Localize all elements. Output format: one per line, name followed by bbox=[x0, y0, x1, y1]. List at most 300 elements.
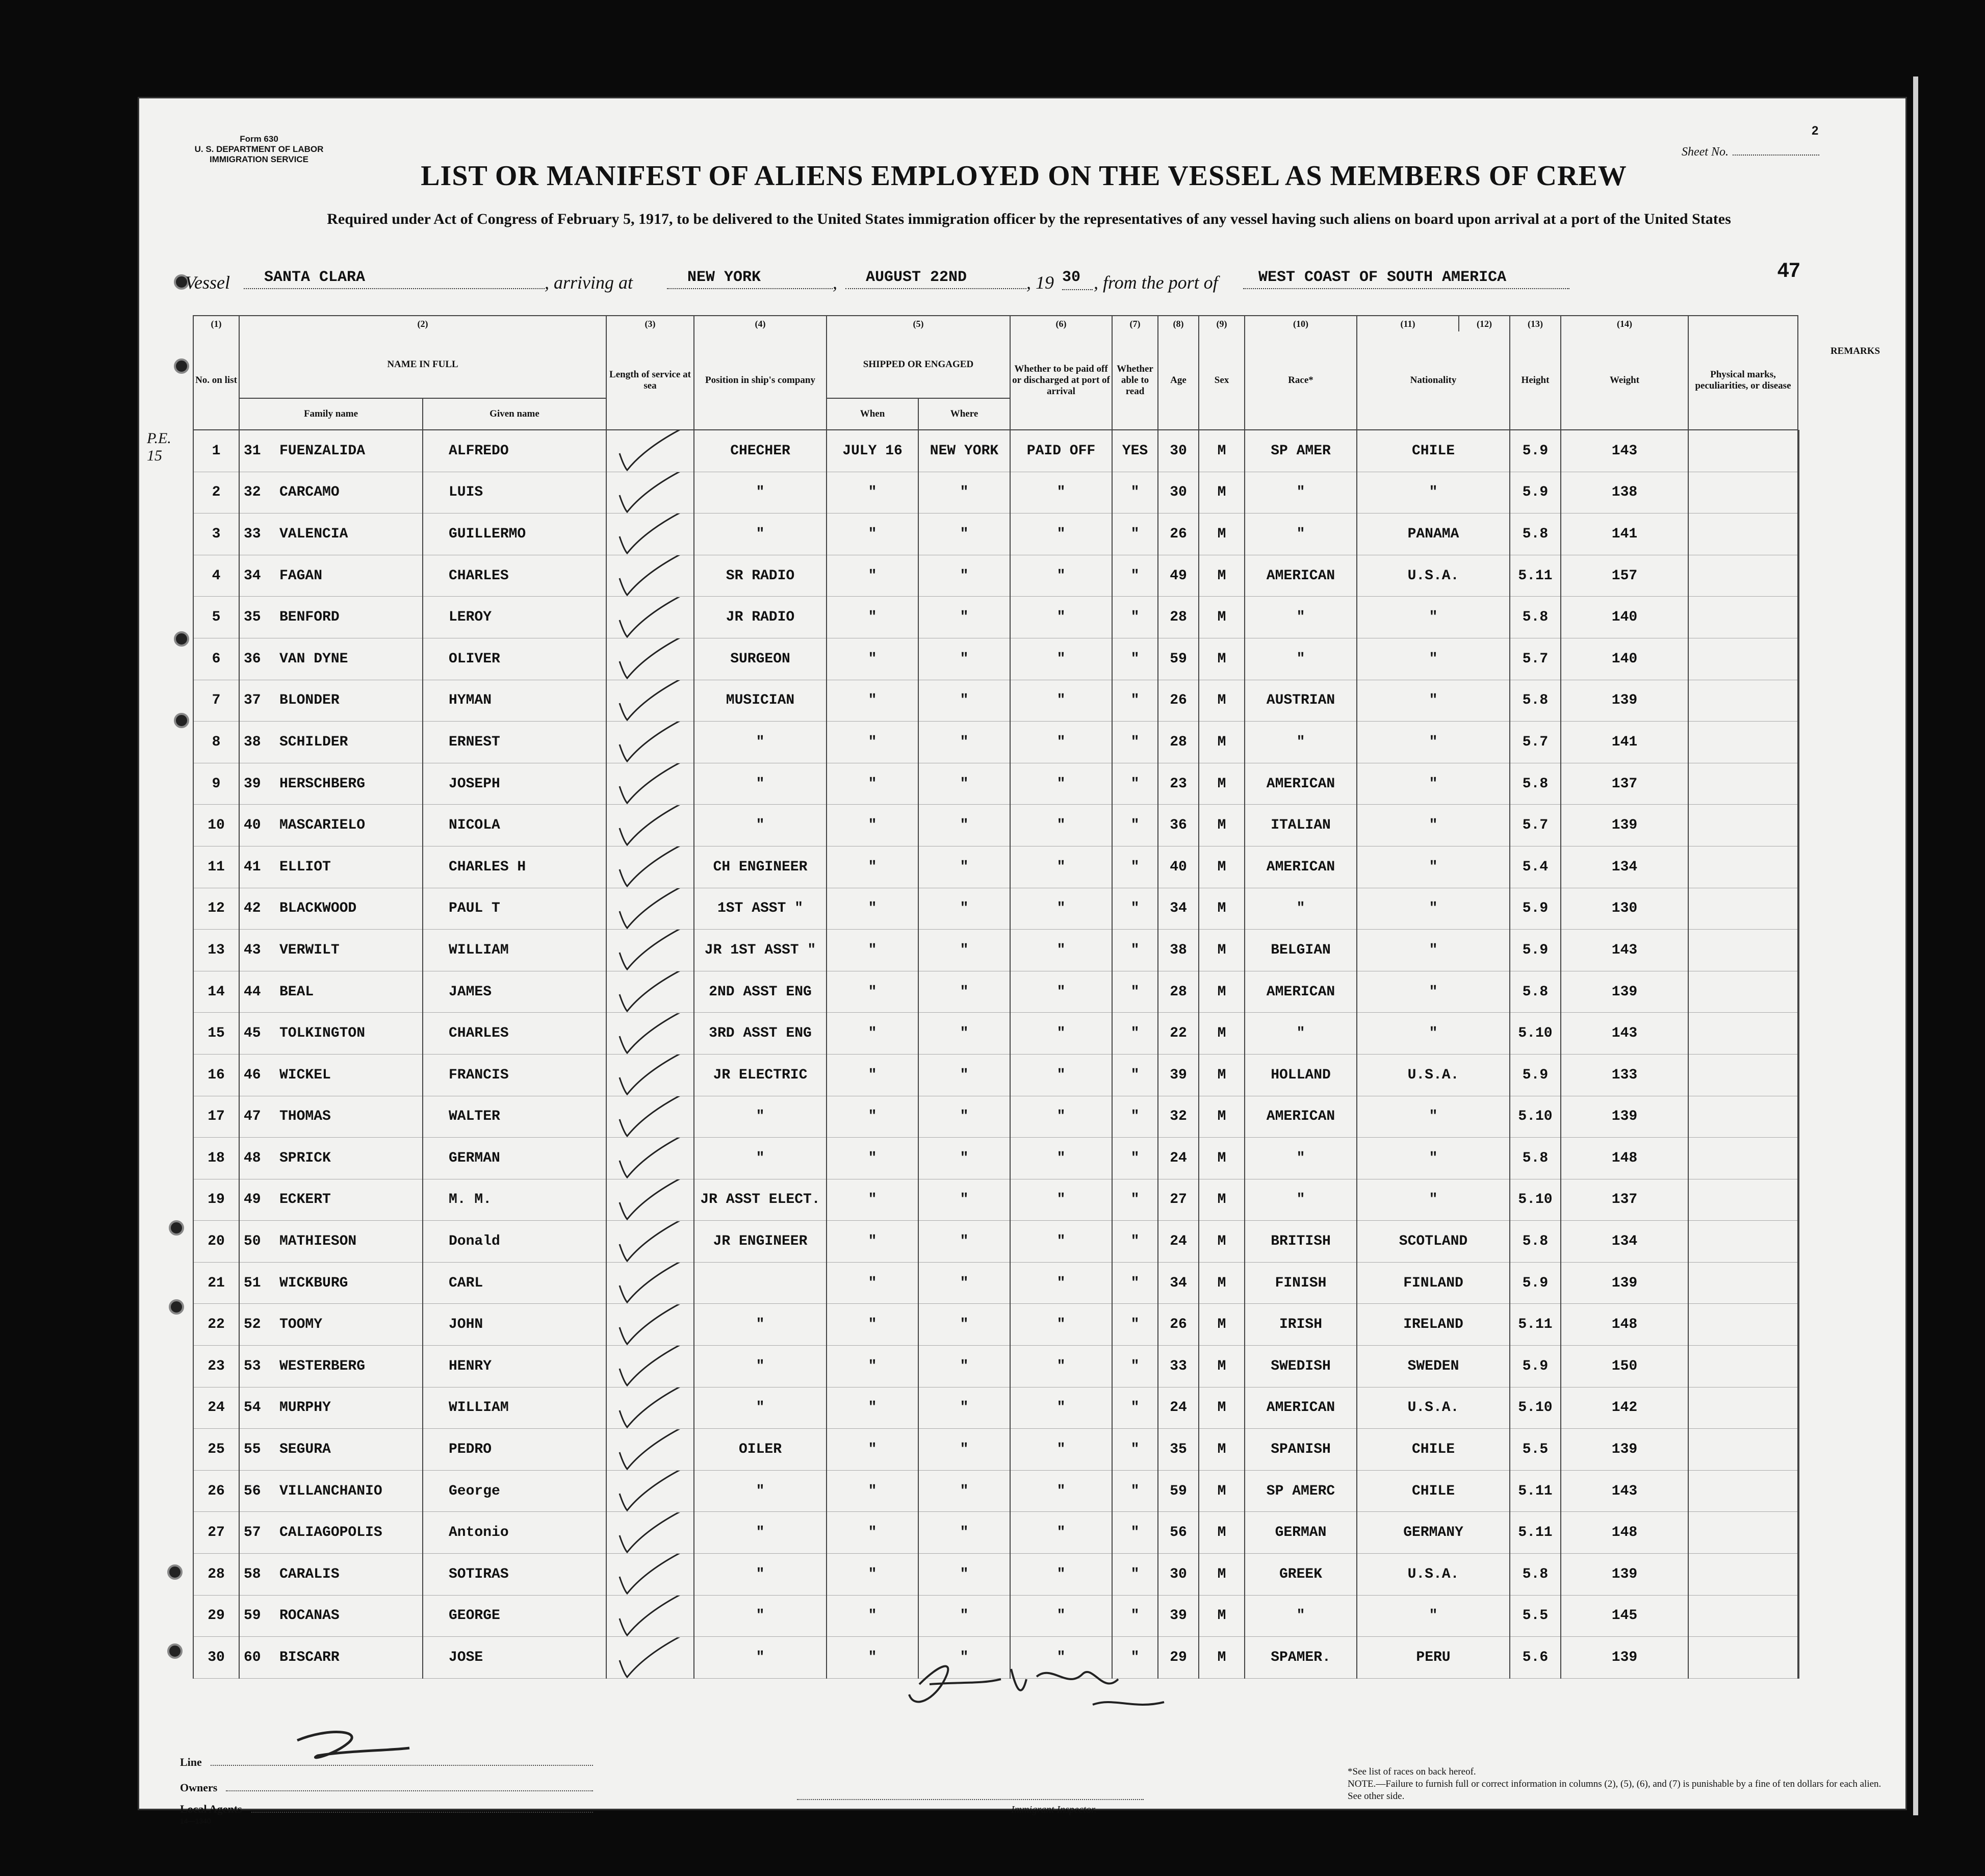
cell-age: 34 bbox=[1158, 1262, 1199, 1304]
cell-nationality: GERMANY bbox=[1357, 1512, 1510, 1554]
cell-able-to-read: " bbox=[1112, 555, 1158, 597]
cell-physical-marks bbox=[1688, 555, 1798, 597]
list-number: 51 bbox=[244, 1275, 261, 1291]
cell-weight: 137 bbox=[1561, 1179, 1688, 1221]
cell-sex: M bbox=[1199, 1013, 1245, 1055]
cell-weight: 133 bbox=[1561, 1054, 1688, 1096]
cell-family-name bbox=[239, 430, 423, 472]
cell-shipped-where: " bbox=[918, 930, 1010, 971]
cell-height: 5.8 bbox=[1510, 1138, 1561, 1179]
cell-position: JR ENGINEER bbox=[694, 1221, 827, 1263]
table-row bbox=[193, 472, 1799, 513]
cell-family-name bbox=[239, 1138, 423, 1179]
cell-weight: 143 bbox=[1561, 930, 1688, 971]
cell-shipped-where: " bbox=[918, 680, 1010, 722]
cell-length-of-service bbox=[606, 1096, 694, 1138]
cell-age: 28 bbox=[1158, 722, 1199, 763]
table-row bbox=[193, 1138, 1799, 1179]
cell-race: AUSTRIAN bbox=[1245, 680, 1357, 722]
cell-nationality: " bbox=[1357, 930, 1510, 971]
cell-position bbox=[694, 1262, 827, 1304]
cell-sex: M bbox=[1199, 888, 1245, 930]
table-row bbox=[193, 597, 1799, 638]
cell-weight: 139 bbox=[1561, 680, 1688, 722]
table-row bbox=[193, 1554, 1799, 1596]
cell-length-of-service bbox=[606, 1387, 694, 1429]
cell-height: 5.10 bbox=[1510, 1013, 1561, 1055]
cell-line-number: 3 bbox=[193, 513, 239, 555]
header-nationality: Nationality bbox=[1357, 331, 1510, 430]
cell-given-name: GERMAN bbox=[423, 1138, 606, 1179]
sheet-no-label: Sheet No. bbox=[1682, 145, 1729, 159]
cell-height: 5.9 bbox=[1510, 1346, 1561, 1387]
cell-nationality: PERU bbox=[1357, 1637, 1510, 1679]
cell-height: 5.8 bbox=[1510, 763, 1561, 805]
table-row bbox=[193, 1013, 1799, 1055]
cell-length-of-service bbox=[606, 763, 694, 805]
family-name-text: MATHIESON bbox=[279, 1233, 357, 1250]
cell-weight: 137 bbox=[1561, 763, 1688, 805]
margin-note: P.E. 15 bbox=[147, 430, 171, 464]
cell-shipped-where: " bbox=[918, 555, 1010, 597]
list-number: 36 bbox=[244, 651, 261, 667]
cell-remarks bbox=[1798, 1512, 1799, 1554]
cell-paid-off: " bbox=[1010, 1512, 1112, 1554]
list-number: 31 bbox=[244, 443, 261, 459]
family-name-text: ECKERT bbox=[279, 1192, 331, 1208]
cell-height: 5.8 bbox=[1510, 971, 1561, 1013]
arriving-label: , arriving at bbox=[545, 272, 633, 293]
col-num-8: (8) bbox=[1158, 316, 1199, 331]
cell-weight: 139 bbox=[1561, 1096, 1688, 1138]
cell-family-name bbox=[239, 680, 423, 722]
family-name-text: MASCARIELO bbox=[279, 817, 366, 834]
cell-sex: M bbox=[1199, 638, 1245, 680]
cell-weight: 141 bbox=[1561, 722, 1688, 763]
table-row bbox=[193, 513, 1799, 555]
cell-position: OILER bbox=[694, 1429, 827, 1471]
cell-physical-marks bbox=[1688, 1179, 1798, 1221]
table-row bbox=[193, 763, 1799, 805]
cell-paid-off: " bbox=[1010, 1013, 1112, 1055]
cell-race: IRISH bbox=[1245, 1304, 1357, 1346]
cell-sex: M bbox=[1199, 597, 1245, 638]
arriving-port: NEW YORK bbox=[667, 269, 833, 289]
family-name-text: BLACKWOOD bbox=[279, 901, 357, 917]
cell-able-to-read: " bbox=[1112, 1262, 1158, 1304]
cell-able-to-read: " bbox=[1112, 472, 1158, 513]
cell-shipped-when: " bbox=[827, 1637, 918, 1679]
cell-family-name bbox=[239, 1512, 423, 1554]
cell-family-name bbox=[239, 1221, 423, 1263]
cell-position: 1ST ASST " bbox=[694, 888, 827, 930]
family-name-text: BISCARR bbox=[279, 1650, 340, 1666]
cell-physical-marks bbox=[1688, 430, 1798, 472]
table-row bbox=[193, 1262, 1799, 1304]
cell-given-name: JOSEPH bbox=[423, 763, 606, 805]
cell-able-to-read: " bbox=[1112, 1554, 1158, 1596]
list-number: 52 bbox=[244, 1317, 261, 1333]
col-num-3: (3) bbox=[606, 316, 694, 331]
cell-age: 59 bbox=[1158, 638, 1199, 680]
cell-physical-marks bbox=[1688, 1429, 1798, 1471]
cell-length-of-service bbox=[606, 1179, 694, 1221]
binder-hole bbox=[174, 358, 189, 374]
cell-nationality: " bbox=[1357, 763, 1510, 805]
cell-remarks bbox=[1798, 472, 1799, 513]
cell-nationality: PANAMA bbox=[1357, 513, 1510, 555]
cell-shipped-when: " bbox=[827, 1346, 918, 1387]
cell-height: 5.11 bbox=[1510, 1512, 1561, 1554]
cell-sex: M bbox=[1199, 1637, 1245, 1679]
check-mark-icon bbox=[607, 638, 693, 679]
cell-line-number: 8 bbox=[193, 722, 239, 763]
check-mark-icon bbox=[607, 1471, 693, 1511]
cell-shipped-when: " bbox=[827, 888, 918, 930]
cell-shipped-where: " bbox=[918, 1221, 1010, 1263]
list-number: 41 bbox=[244, 859, 261, 875]
cell-physical-marks bbox=[1688, 763, 1798, 805]
cell-length-of-service bbox=[606, 846, 694, 888]
sheet-no-field bbox=[1682, 145, 1819, 159]
cell-remarks bbox=[1798, 722, 1799, 763]
cell-sex: M bbox=[1199, 805, 1245, 846]
family-name-text: WESTERBERG bbox=[279, 1358, 366, 1374]
cell-paid-off: " bbox=[1010, 763, 1112, 805]
service-name: IMMIGRATION SERVICE bbox=[210, 155, 308, 164]
cell-physical-marks bbox=[1688, 1387, 1798, 1429]
cell-shipped-when: " bbox=[827, 638, 918, 680]
cell-given-name: NICOLA bbox=[423, 805, 606, 846]
cell-age: 28 bbox=[1158, 597, 1199, 638]
cell-weight: 138 bbox=[1561, 472, 1688, 513]
family-name-text: CARCAMO bbox=[279, 484, 340, 501]
cell-age: 39 bbox=[1158, 1595, 1199, 1637]
cell-race: BELGIAN bbox=[1245, 930, 1357, 971]
check-mark-icon bbox=[607, 513, 693, 554]
cell-race: SP AMERC bbox=[1245, 1470, 1357, 1512]
cell-nationality: U.S.A. bbox=[1357, 555, 1510, 597]
cell-age: 24 bbox=[1158, 1387, 1199, 1429]
cell-height: 5.10 bbox=[1510, 1096, 1561, 1138]
cell-line-number: 29 bbox=[193, 1595, 239, 1637]
cell-remarks bbox=[1798, 1595, 1799, 1637]
binder-hole bbox=[174, 713, 189, 728]
cell-weight: 134 bbox=[1561, 1221, 1688, 1263]
cell-paid-off: " bbox=[1010, 1346, 1112, 1387]
cell-sex: M bbox=[1199, 1304, 1245, 1346]
cell-paid-off: " bbox=[1010, 1637, 1112, 1679]
binder-hole bbox=[167, 1643, 183, 1659]
table-row bbox=[193, 722, 1799, 763]
cell-race: AMERICAN bbox=[1245, 1387, 1357, 1429]
cell-shipped-when: " bbox=[827, 1054, 918, 1096]
cell-given-name: George bbox=[423, 1470, 606, 1512]
cell-position: " bbox=[694, 1595, 827, 1637]
check-mark-icon bbox=[607, 597, 693, 638]
col-num-11: (11) bbox=[1357, 316, 1459, 331]
cell-nationality: " bbox=[1357, 846, 1510, 888]
cell-physical-marks bbox=[1688, 1554, 1798, 1596]
cell-race: " bbox=[1245, 472, 1357, 513]
cell-line-number: 28 bbox=[193, 1554, 239, 1596]
cell-race: " bbox=[1245, 722, 1357, 763]
cell-age: 56 bbox=[1158, 1512, 1199, 1554]
cell-shipped-when: " bbox=[827, 971, 918, 1013]
family-name-text: THOMAS bbox=[279, 1109, 331, 1125]
cell-sex: M bbox=[1199, 1346, 1245, 1387]
cell-able-to-read: " bbox=[1112, 1429, 1158, 1471]
list-number: 53 bbox=[244, 1358, 261, 1374]
check-mark-icon bbox=[607, 472, 693, 513]
cell-able-to-read: " bbox=[1112, 1179, 1158, 1221]
cell-able-to-read: " bbox=[1112, 722, 1158, 763]
list-number: 58 bbox=[244, 1566, 261, 1582]
family-name-text: SPRICK bbox=[279, 1150, 331, 1166]
cell-weight: 139 bbox=[1561, 1262, 1688, 1304]
cell-given-name: WILLIAM bbox=[423, 930, 606, 971]
cell-shipped-where: NEW YORK bbox=[918, 430, 1010, 472]
cell-position: SR RADIO bbox=[694, 555, 827, 597]
cell-shipped-when: " bbox=[827, 1429, 918, 1471]
cell-shipped-when: " bbox=[827, 1179, 918, 1221]
cell-race: " bbox=[1245, 1013, 1357, 1055]
cell-length-of-service bbox=[606, 1637, 694, 1679]
cell-physical-marks bbox=[1688, 1262, 1798, 1304]
cell-remarks bbox=[1798, 1013, 1799, 1055]
table-row bbox=[193, 1179, 1799, 1221]
cell-height: 5.6 bbox=[1510, 1637, 1561, 1679]
cell-nationality: CHILE bbox=[1357, 1470, 1510, 1512]
family-name-text: BEAL bbox=[279, 984, 314, 1000]
cell-position: " bbox=[694, 472, 827, 513]
cell-shipped-where: " bbox=[918, 1138, 1010, 1179]
cell-shipped-where: " bbox=[918, 1554, 1010, 1596]
cell-line-number: 27 bbox=[193, 1512, 239, 1554]
cell-given-name: HENRY bbox=[423, 1346, 606, 1387]
cell-given-name: WALTER bbox=[423, 1096, 606, 1138]
cell-sex: M bbox=[1199, 1179, 1245, 1221]
cell-shipped-when: " bbox=[827, 1221, 918, 1263]
cell-length-of-service bbox=[606, 555, 694, 597]
cell-height: 5.7 bbox=[1510, 638, 1561, 680]
cell-family-name bbox=[239, 513, 423, 555]
cell-length-of-service bbox=[606, 1262, 694, 1304]
cell-length-of-service bbox=[606, 430, 694, 472]
cell-height: 5.5 bbox=[1510, 1595, 1561, 1637]
check-mark-icon bbox=[607, 1096, 693, 1137]
cell-able-to-read: " bbox=[1112, 1637, 1158, 1679]
cell-nationality: " bbox=[1357, 1096, 1510, 1138]
cell-weight: 140 bbox=[1561, 597, 1688, 638]
cell-length-of-service bbox=[606, 1054, 694, 1096]
cell-sex: M bbox=[1199, 1054, 1245, 1096]
family-name-text: VILLANCHANIO bbox=[279, 1483, 382, 1499]
list-number: 49 bbox=[244, 1192, 261, 1208]
cell-line-number: 23 bbox=[193, 1346, 239, 1387]
cell-paid-off: " bbox=[1010, 597, 1112, 638]
list-number: 33 bbox=[244, 526, 261, 542]
header-no-on-list: No. on list bbox=[193, 331, 239, 430]
cell-shipped-where: " bbox=[918, 597, 1010, 638]
family-name-text: FAGAN bbox=[279, 568, 323, 584]
cell-nationality: U.S.A. bbox=[1357, 1054, 1510, 1096]
page-number: 2 bbox=[1812, 124, 1819, 138]
cell-able-to-read: " bbox=[1112, 846, 1158, 888]
table-row bbox=[193, 1346, 1799, 1387]
cell-nationality: " bbox=[1357, 1179, 1510, 1221]
year-suffix: 30 bbox=[1062, 269, 1093, 290]
header-given-name: Given name bbox=[423, 398, 606, 430]
table-row bbox=[193, 1429, 1799, 1471]
cell-weight: 148 bbox=[1561, 1512, 1688, 1554]
cell-shipped-where: " bbox=[918, 722, 1010, 763]
year-prefix: , 19 bbox=[1026, 272, 1054, 293]
cell-paid-off: " bbox=[1010, 1096, 1112, 1138]
check-mark-icon bbox=[607, 1346, 693, 1386]
col-num-14: (14) bbox=[1561, 316, 1688, 331]
cell-length-of-service bbox=[606, 680, 694, 722]
footnote-races: *See list of races on back hereof. bbox=[1348, 1766, 1476, 1777]
cell-given-name: CHARLES H bbox=[423, 846, 606, 888]
cell-shipped-where: " bbox=[918, 971, 1010, 1013]
cell-length-of-service bbox=[606, 1346, 694, 1387]
cell-remarks bbox=[1798, 1221, 1799, 1263]
cell-shipped-where: " bbox=[918, 1304, 1010, 1346]
cell-race: BRITISH bbox=[1245, 1221, 1357, 1263]
table-row bbox=[193, 680, 1799, 722]
cell-nationality: " bbox=[1357, 805, 1510, 846]
cell-nationality: " bbox=[1357, 680, 1510, 722]
col-num-13: (13) bbox=[1510, 316, 1561, 331]
cell-height: 5.11 bbox=[1510, 1470, 1561, 1512]
cell-shipped-when: " bbox=[827, 1512, 918, 1554]
list-number: 48 bbox=[244, 1150, 261, 1166]
cell-weight: 141 bbox=[1561, 513, 1688, 555]
cell-shipped-where: " bbox=[918, 805, 1010, 846]
cell-remarks bbox=[1798, 805, 1799, 846]
header-position: Position in ship's company bbox=[694, 331, 827, 430]
cell-paid-off: " bbox=[1010, 1595, 1112, 1637]
cell-able-to-read: " bbox=[1112, 680, 1158, 722]
cell-line-number: 15 bbox=[193, 1013, 239, 1055]
cell-family-name bbox=[239, 930, 423, 971]
cell-race: SWEDISH bbox=[1245, 1346, 1357, 1387]
cell-physical-marks bbox=[1688, 1013, 1798, 1055]
cell-family-name bbox=[239, 805, 423, 846]
col-num-4: (4) bbox=[694, 316, 827, 331]
cell-length-of-service bbox=[606, 472, 694, 513]
cell-shipped-when: " bbox=[827, 680, 918, 722]
cell-family-name bbox=[239, 1013, 423, 1055]
cell-physical-marks bbox=[1688, 846, 1798, 888]
cell-remarks bbox=[1798, 846, 1799, 888]
list-number: 56 bbox=[244, 1483, 261, 1499]
cell-family-name bbox=[239, 472, 423, 513]
family-name-text: BENFORD bbox=[279, 609, 340, 626]
list-number: 43 bbox=[244, 942, 261, 958]
cell-remarks bbox=[1798, 763, 1799, 805]
cell-able-to-read: " bbox=[1112, 888, 1158, 930]
cell-age: 32 bbox=[1158, 1096, 1199, 1138]
cell-paid-off: " bbox=[1010, 680, 1112, 722]
cell-weight: 148 bbox=[1561, 1304, 1688, 1346]
cell-given-name: CHARLES bbox=[423, 1013, 606, 1055]
cell-position: JR ELECTRIC bbox=[694, 1054, 827, 1096]
cell-shipped-when: " bbox=[827, 763, 918, 805]
cell-remarks bbox=[1798, 1387, 1799, 1429]
cell-age: 33 bbox=[1158, 1346, 1199, 1387]
cell-family-name bbox=[239, 763, 423, 805]
col-num-2: (2) bbox=[239, 316, 606, 331]
header-remarks: REMARKS bbox=[1830, 346, 1880, 356]
cell-line-number: 21 bbox=[193, 1262, 239, 1304]
cell-position: " bbox=[694, 1304, 827, 1346]
cell-able-to-read: " bbox=[1112, 1595, 1158, 1637]
owners-blank bbox=[226, 1790, 593, 1791]
cell-physical-marks bbox=[1688, 680, 1798, 722]
cell-remarks bbox=[1798, 1054, 1799, 1096]
cell-line-number: 18 bbox=[193, 1138, 239, 1179]
cell-shipped-when: " bbox=[827, 1387, 918, 1429]
cell-weight: 139 bbox=[1561, 805, 1688, 846]
cell-line-number: 20 bbox=[193, 1221, 239, 1263]
cell-shipped-where: " bbox=[918, 1096, 1010, 1138]
cell-line-number: 12 bbox=[193, 888, 239, 930]
manifest-sheet bbox=[138, 97, 1907, 1825]
list-number: 34 bbox=[244, 568, 261, 584]
cell-position: " bbox=[694, 1346, 827, 1387]
check-mark-icon bbox=[607, 971, 693, 1012]
cell-line-number: 6 bbox=[193, 638, 239, 680]
cell-position: " bbox=[694, 722, 827, 763]
cell-paid-off: " bbox=[1010, 846, 1112, 888]
cell-nationality: " bbox=[1357, 888, 1510, 930]
agents-blank bbox=[251, 1812, 593, 1813]
cell-given-name: ERNEST bbox=[423, 722, 606, 763]
cell-age: 34 bbox=[1158, 888, 1199, 930]
cell-shipped-where: " bbox=[918, 1470, 1010, 1512]
family-name-text: VERWILT bbox=[279, 942, 340, 958]
cell-shipped-where: " bbox=[918, 846, 1010, 888]
cell-line-number: 7 bbox=[193, 680, 239, 722]
cell-length-of-service bbox=[606, 805, 694, 846]
cell-paid-off: " bbox=[1010, 1221, 1112, 1263]
cell-age: 26 bbox=[1158, 513, 1199, 555]
cell-race: SPANISH bbox=[1245, 1429, 1357, 1471]
cell-position: CHECHER bbox=[694, 430, 827, 472]
cell-paid-off: " bbox=[1010, 513, 1112, 555]
cell-shipped-when: " bbox=[827, 846, 918, 888]
cell-length-of-service bbox=[606, 1512, 694, 1554]
cell-shipped-where: " bbox=[918, 1429, 1010, 1471]
cell-nationality: SWEDEN bbox=[1357, 1346, 1510, 1387]
cell-nationality: CHILE bbox=[1357, 1429, 1510, 1471]
cell-family-name bbox=[239, 1554, 423, 1596]
list-number: 37 bbox=[244, 692, 261, 709]
check-mark-icon bbox=[607, 846, 693, 887]
cell-position: CH ENGINEER bbox=[694, 846, 827, 888]
cell-height: 5.9 bbox=[1510, 1054, 1561, 1096]
check-mark-icon bbox=[607, 1637, 693, 1678]
cell-family-name bbox=[239, 1262, 423, 1304]
cell-age: 24 bbox=[1158, 1138, 1199, 1179]
from-port: WEST COAST OF SOUTH AMERICA bbox=[1243, 269, 1569, 289]
cell-able-to-read: " bbox=[1112, 805, 1158, 846]
cell-height: 5.7 bbox=[1510, 805, 1561, 846]
cell-weight: 150 bbox=[1561, 1346, 1688, 1387]
cell-physical-marks bbox=[1688, 1096, 1798, 1138]
